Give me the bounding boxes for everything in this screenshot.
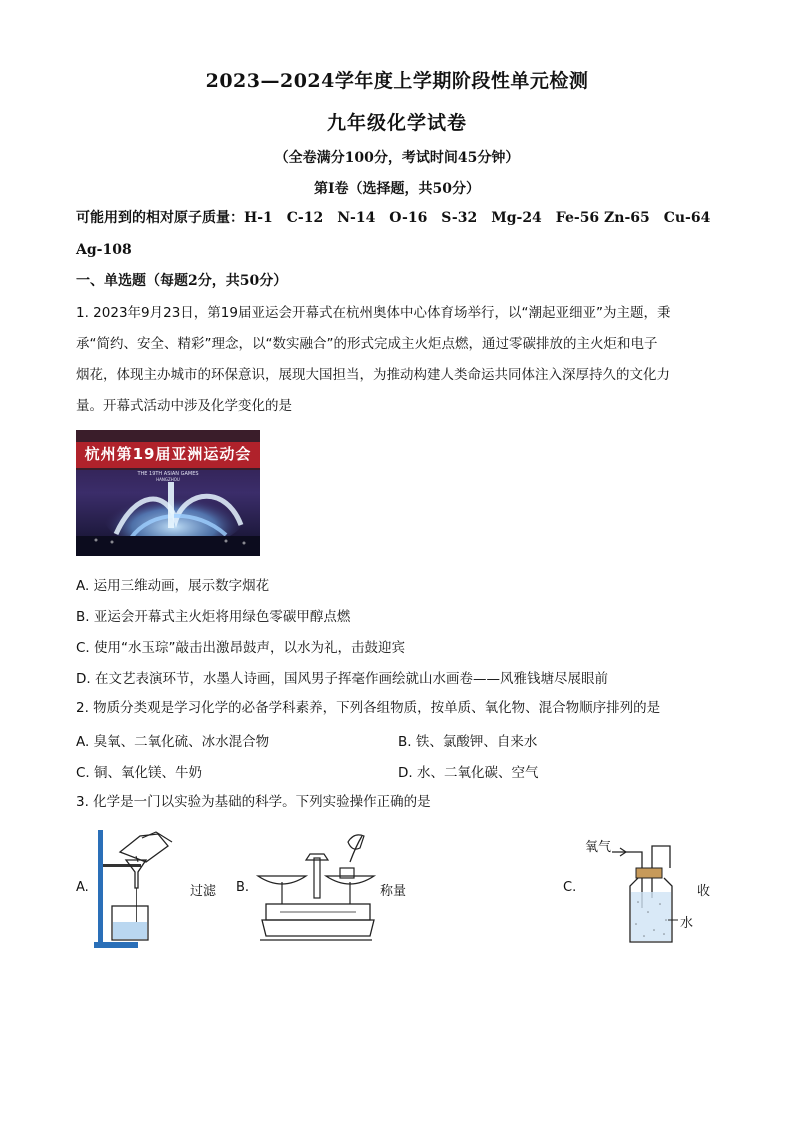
q3-fig-a-letter[interactable]: A. — [76, 880, 89, 895]
photo-banner-city: HANGZHOU — [156, 477, 180, 482]
part1-heading: 一、单选题（每题2分，共50分） — [76, 273, 288, 289]
q3-fig-a-caption: 过滤 — [190, 884, 217, 899]
q2-option-a[interactable]: A. 臭氧、二氧化硫、冰水混合物 — [76, 734, 270, 750]
asian-games-photo — [76, 430, 260, 556]
q3-fig-c-caption: 收 — [697, 884, 711, 899]
exam-note: （全卷满分100分，考试时间45分钟） — [274, 150, 520, 166]
gas-collection-bottle-icon — [580, 838, 700, 948]
q3-fig-b-caption: 称量 — [380, 884, 407, 899]
atomic-masses-line1: 可能用到的相对原子质量：H-1 C-12 N-14 O-16 S-32 Mg-24 Fe-56 Zn-65 Cu-64 — [76, 210, 711, 226]
q1-option-c[interactable]: C. 使用“水玉琮”敲击出激昂鼓声，以水为礼，击鼓迎宾 — [76, 640, 405, 656]
section-heading: 第Ⅰ卷（选择题，共50分） — [313, 181, 481, 197]
exam-title: 2023—2024学年度上学期阶段性单元检测 — [205, 70, 589, 92]
q1-option-d[interactable]: D. 在文艺表演环节，水墨人诗画，国风男子挥毫作画绘就山水画卷——风雅钱塘尽展眼前 — [76, 671, 608, 687]
photo-banner-en: THE 19TH ASIAN GAMES — [137, 471, 199, 477]
q3-stem: 3. 化学是一门以实验为基础的科学。下列实验操作正确的是 — [76, 794, 431, 810]
exam-subtitle: 九年级化学试卷 — [326, 112, 467, 134]
q2-option-d[interactable]: D. 水、二氧化碳、空气 — [398, 765, 539, 781]
filtration-apparatus-icon — [90, 826, 190, 952]
q1-line-1: 1. 2023年9月23日，第19届亚运会开幕式在杭州奥体中心体育场举行，以“潮起亚细亚”为主题，秉 — [76, 305, 671, 321]
q2-stem: 2. 物质分类观是学习化学的必备学科素养，下列各组物质，按单质、氧化物、混合物顺序排列的是 — [76, 700, 661, 716]
balance-scale-icon — [252, 832, 380, 944]
q2-option-b[interactable]: B. 铁、氯酸钾、自来水 — [398, 734, 538, 750]
q2-option-c[interactable]: C. 铜、氧化镁、牛奶 — [76, 765, 203, 781]
q3-fig-c-gas-label: 氧气 — [585, 840, 612, 855]
atomic-masses-line2: Ag-108 — [76, 242, 132, 258]
q1-option-b[interactable]: B. 亚运会开幕式主火炬将用绿色零碳甲醇点燃 — [76, 609, 351, 625]
photo-banner-text: 杭州第19届亚洲运动会 — [84, 445, 252, 463]
q1-line-3: 烟花，体现主办城市的环保意识，展现大国担当，为推动构建人类命运共同体注入深厚持久的文化力 — [76, 367, 670, 383]
q3-fig-c-letter[interactable]: C. — [563, 880, 577, 895]
q3-fig-c-water-label: 水 — [680, 916, 694, 931]
q1-line-4: 量。开幕式活动中涉及化学变化的是 — [76, 398, 292, 414]
q1-option-a[interactable]: A. 运用三维动画，展示数字烟花 — [76, 578, 270, 594]
q3-fig-b-letter[interactable]: B. — [236, 880, 250, 895]
q1-line-2: 承“简约、安全、精彩”理念，以“数实融合”的形式完成主火炬点燃，通过零碳排放的主火炬和电子 — [76, 336, 658, 352]
